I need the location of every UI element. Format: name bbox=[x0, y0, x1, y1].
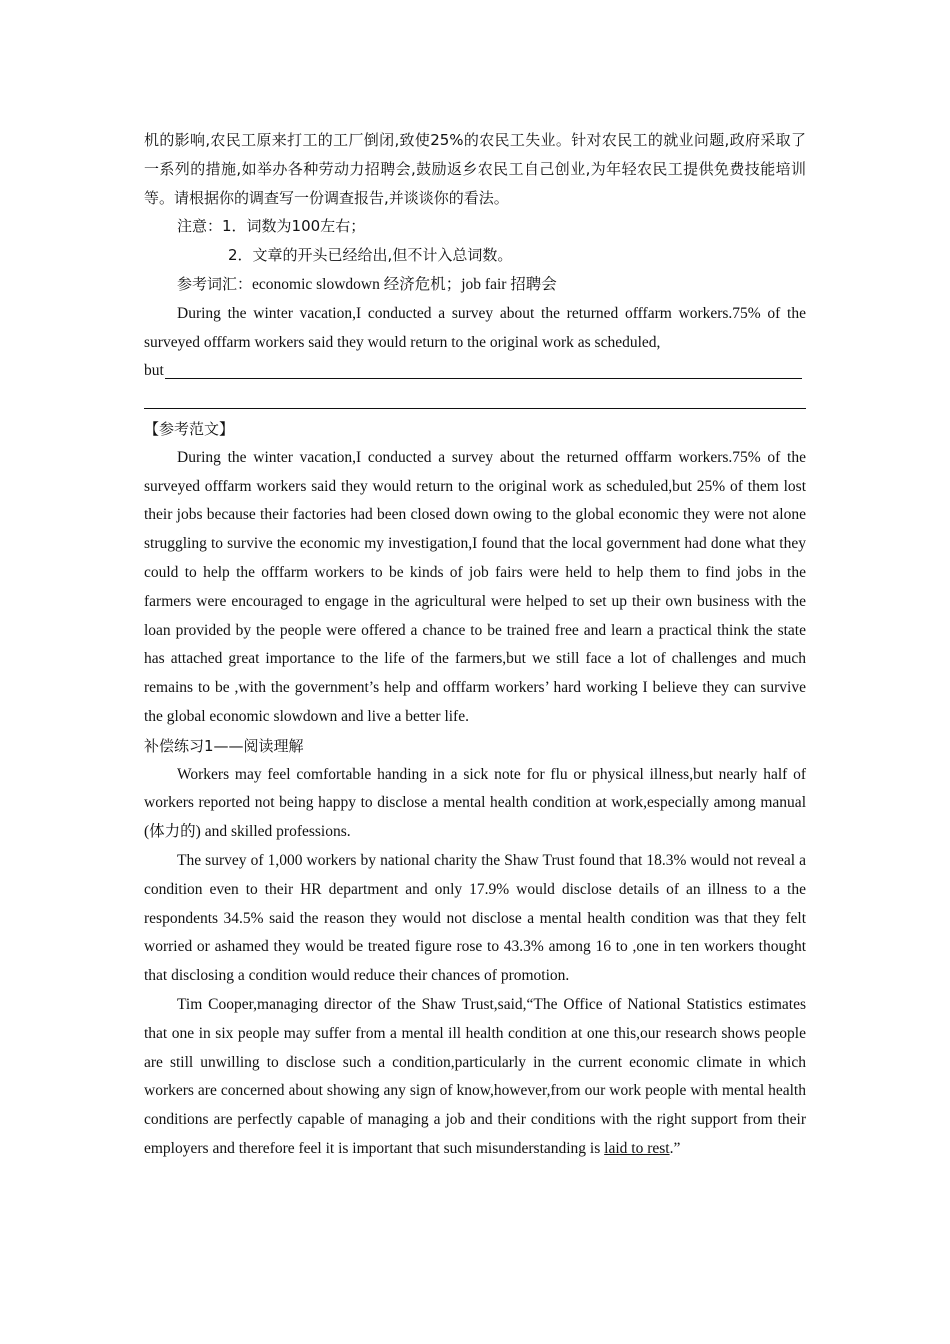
document-page bbox=[144, 126, 806, 1164]
vocab-text: economic slowdown 经济危机；job fair 招聘会 bbox=[252, 275, 557, 293]
reading-paragraph-3 bbox=[144, 991, 806, 1164]
reading-paragraph-3-end: .” bbox=[669, 1139, 681, 1157]
notes-label: 注意： bbox=[177, 217, 223, 236]
reading-paragraph-2: The survey of 1,000 workers by national charity the Shaw Trust found that 18.3% would not reveal a condition even to their HR department and only 17.9% would disclose details of an illness to a the respondents 34.5% said the reason they would not disclose a mental health condition was that they felt worried or ashamed they would be treated figure rose to 43.3% among 16 to ,one in ten workers thought that disclosing a condition would reduce their chances of promotion. bbox=[144, 851, 806, 985]
reading-paragraph-3-main: Tim Cooper,managing director of the Shaw Trust,said,“The Office of National Statistics estimates that one in six people may suffer from a mental ill health condition at one this,our research shows people are still unwilling to disclose such a condition,particularly in the current economic climate in which workers are concerned about showing any sign of know,however,from our work people with mental health conditions are perfectly capable of managing a job and their conditions with the right support from their employers and therefore feel it is important that such misunderstanding is bbox=[144, 995, 806, 1157]
reading-paragraph-1: Workers may feel comfortable handing in a sick note for flu or physical illness,but nearly half of workers reported not being happy to disclose a mental health condition at work,especially among manual (体力的) and skilled professions. bbox=[144, 765, 806, 841]
vocab-label: 参考词汇： bbox=[177, 274, 253, 293]
answer-first-line bbox=[144, 357, 806, 386]
notes-line-2: 2．文章的开头已经给出,但不计入总词数。 bbox=[228, 246, 513, 265]
model-essay: During the winter vacation,I conducted a survey about the returned offfarm workers.75% of the surveyed offfarm workers said they would return to the original work as scheduled,but 25% of them lost their jobs because their factories had been closed down owing to the global economic they were not alone struggling to survive the economic my investigation,I found that the local government had done what they could to help the offfarm workers to be kinds of job fairs were held to help them to find jobs in the farmers were encouraged to engage in the agricultural were helped to set up their own business with the loan provided by the people were offered a chance to be trained free and learn a practical think the state has attached great importance to the life of the farmers,but we still face a lot of challenges and much remains to be ,with the government’s help and offfarm workers’ hard working I believe they can survive the global economic slowdown and live a better life. bbox=[144, 448, 806, 725]
underlined-phrase: laid to rest bbox=[604, 1139, 670, 1157]
notes-item-1: 1．词数为100左右； bbox=[222, 217, 366, 236]
task-intro: 机的影响,农民工原来打工的工厂倒闭,致使25%的农民工失业。针对农民工的就业问题,政府采取了一系列的措施,如举办各种劳动力招聘会,鼓励返乡农民工自己创业,为年轻农民工提供免费技能培训等。请根据你的调查写一份调查报告,并谈谈你的看法。 bbox=[144, 131, 806, 207]
exercise-heading: 补偿练习1——阅读理解 bbox=[144, 736, 304, 755]
prompt-but: but bbox=[144, 362, 164, 380]
answer-blank-1 bbox=[165, 358, 802, 379]
prompt-start: During the winter vacation,I conducted a survey about the returned offfarm workers.75% of the surveyed offfarm workers said they would return to the original work as scheduled, bbox=[144, 304, 806, 351]
notes-line-1 bbox=[144, 212, 806, 241]
vocab-line bbox=[144, 270, 806, 300]
answer-blank-2 bbox=[144, 386, 806, 415]
model-heading: 【参考范文】 bbox=[144, 419, 235, 438]
